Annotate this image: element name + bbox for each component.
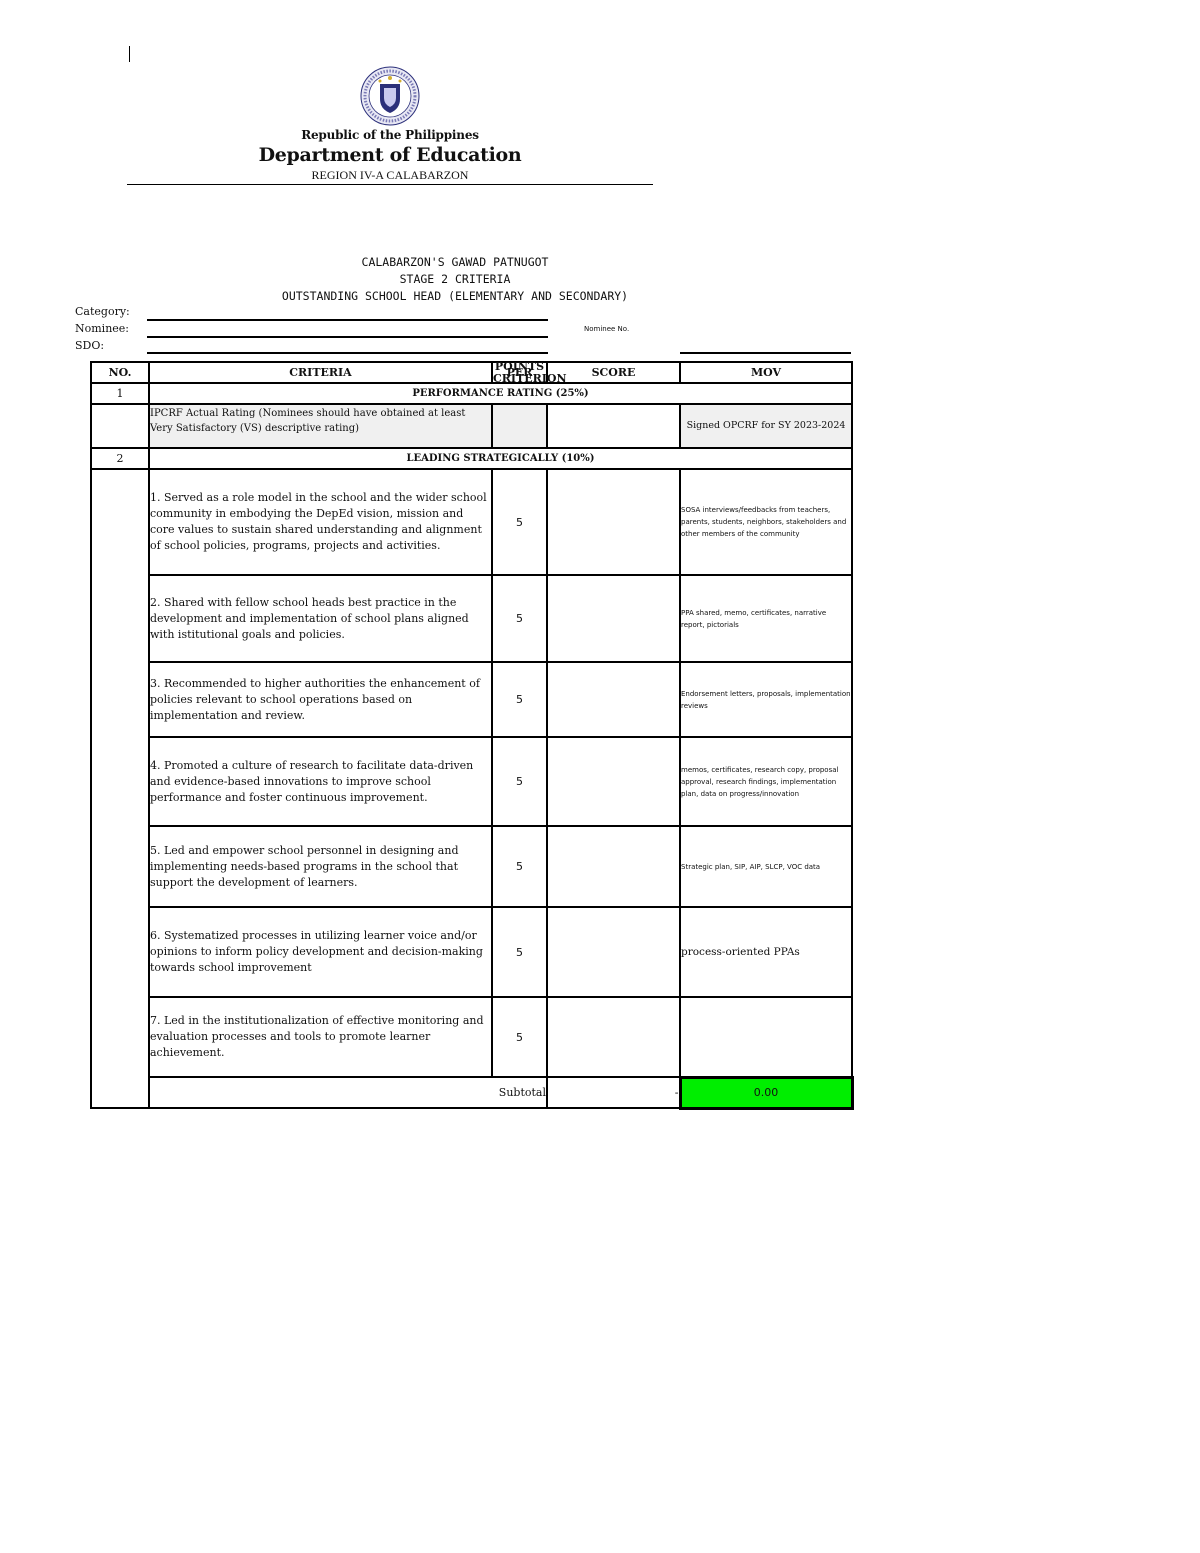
title-line-3: OUTSTANDING SCHOOL HEAD (ELEMENTARY AND SECONDARY) bbox=[281, 289, 629, 303]
sdo-field[interactable] bbox=[147, 352, 548, 354]
header-mov: MOV bbox=[680, 362, 852, 383]
section-1-score-cell[interactable] bbox=[547, 404, 680, 448]
sdo-label: SDO: bbox=[75, 339, 105, 352]
letterhead-department: Department of Education bbox=[258, 144, 522, 166]
criteria-table bbox=[90, 361, 854, 1110]
criterion-score[interactable] bbox=[547, 997, 680, 1077]
header-points: POINTS PER CRITERION bbox=[493, 359, 567, 385]
criterion-text: 4. Promoted a culture of research to facilitate data-driven and evidence-based innovations to improve school performance and foster continuous improvement. bbox=[149, 737, 492, 826]
criterion-mov: SOSA interviews/feedbacks from teachers, parents, students, neighbors, stakeholders and other members of the community bbox=[680, 469, 852, 575]
section-row bbox=[91, 448, 852, 469]
table-row bbox=[91, 469, 852, 575]
criterion-points: 5 bbox=[492, 662, 547, 737]
criterion-points: 5 bbox=[492, 997, 547, 1077]
header-no: NO. bbox=[91, 362, 149, 383]
criterion-text: 6. Systematized processes in utilizing learner voice and/or opinions to inform policy development and decision-making towards school improvement bbox=[149, 907, 492, 997]
table-header-row bbox=[91, 362, 852, 383]
table-row bbox=[91, 997, 852, 1077]
section-1-criterion: IPCRF Actual Rating (Nominees should have obtained at least Very Satisfactory (VS) descriptive rating) bbox=[149, 404, 492, 448]
subtotal-score: - bbox=[547, 1077, 680, 1108]
section-2-no: 2 bbox=[91, 448, 149, 469]
criterion-points: 5 bbox=[492, 469, 547, 575]
title-line-2: STAGE 2 CRITERIA bbox=[399, 272, 511, 286]
criterion-mov: Endorsement letters, proposals, implementation reviews bbox=[680, 662, 852, 737]
criterion-score[interactable] bbox=[547, 469, 680, 575]
subtotal-total: 0.00 bbox=[680, 1077, 852, 1108]
criterion-text: 2. Shared with fellow school heads best practice in the development and implementation of school plans aligned with istitutional goals and policies. bbox=[149, 575, 492, 662]
category-label: Category: bbox=[75, 305, 130, 318]
criterion-text: 1. Served as a role model in the school and the wider school community in embodying the DepEd vision, mission and core values to sustain shared understanding and alignment of school policies, programs, projects and activities. bbox=[149, 469, 492, 575]
nominee-field[interactable] bbox=[147, 336, 548, 338]
criterion-text: 3. Recommended to higher authorities the enhancement of policies relevant to school operations based on implementation and review. bbox=[149, 662, 492, 737]
letterhead-republic: Republic of the Philippines bbox=[301, 128, 479, 142]
header-score: SCORE bbox=[547, 362, 680, 383]
section-row bbox=[91, 383, 852, 404]
category-field[interactable] bbox=[147, 319, 548, 321]
criterion-score[interactable] bbox=[547, 826, 680, 907]
criterion-mov: memos, certificates, research copy, proposal approval, research findings, implementation plan, data on progress/innovation bbox=[680, 737, 852, 826]
nominee-label: Nominee: bbox=[75, 322, 130, 335]
deped-seal-icon bbox=[360, 66, 420, 126]
header-criteria: CRITERIA bbox=[149, 362, 492, 383]
table-row bbox=[91, 662, 852, 737]
nominee-no-label: Nominee No. bbox=[584, 325, 630, 333]
section-1-no: 1 bbox=[91, 383, 149, 404]
criterion-mov: process-oriented PPAs bbox=[680, 907, 852, 997]
criterion-score[interactable] bbox=[547, 662, 680, 737]
letterhead-rule bbox=[127, 184, 653, 185]
table-row bbox=[91, 907, 852, 997]
section-2-no-merged bbox=[91, 469, 149, 1108]
section-1-no-blank bbox=[91, 404, 149, 448]
section-1-title: PERFORMANCE RATING (25%) bbox=[149, 383, 852, 404]
title-line-1: CALABARZON'S GAWAD PATNUGOT bbox=[361, 255, 549, 269]
table-row bbox=[91, 826, 852, 907]
criterion-text: 5. Led and empower school personnel in designing and implementing needs-based programs in the school that support the development of learners. bbox=[149, 826, 492, 907]
letterhead-region: REGION IV-A CALABARZON bbox=[311, 168, 469, 182]
nominee-no-field[interactable] bbox=[680, 352, 851, 354]
criterion-text: 7. Led in the institutionalization of effective monitoring and evaluation processes and tools to promote learner achievement. bbox=[149, 997, 492, 1077]
criterion-points: 5 bbox=[492, 575, 547, 662]
criterion-score[interactable] bbox=[547, 737, 680, 826]
text-cursor bbox=[129, 46, 130, 62]
section-2-title: LEADING STRATEGICALLY (10%) bbox=[149, 448, 852, 469]
subtotal-row bbox=[91, 1077, 852, 1108]
document-titles bbox=[150, 254, 760, 305]
table-row bbox=[91, 737, 852, 826]
criterion-mov: PPA shared, memo, certificates, narrative report, pictorials bbox=[680, 575, 852, 662]
criterion-score[interactable] bbox=[547, 575, 680, 662]
table-row bbox=[91, 404, 852, 448]
section-1-points-cell bbox=[492, 404, 547, 448]
criterion-score[interactable] bbox=[547, 907, 680, 997]
criterion-mov bbox=[680, 997, 852, 1077]
criterion-points: 5 bbox=[492, 737, 547, 826]
criterion-mov: Strategic plan, SIP, AIP, SLCP, VOC data bbox=[680, 826, 852, 907]
subtotal-label: Subtotal bbox=[149, 1077, 547, 1108]
criterion-points: 5 bbox=[492, 826, 547, 907]
criterion-points: 5 bbox=[492, 907, 547, 997]
table-row bbox=[91, 575, 852, 662]
section-1-mov: Signed OPCRF for SY 2023-2024 bbox=[680, 404, 852, 448]
